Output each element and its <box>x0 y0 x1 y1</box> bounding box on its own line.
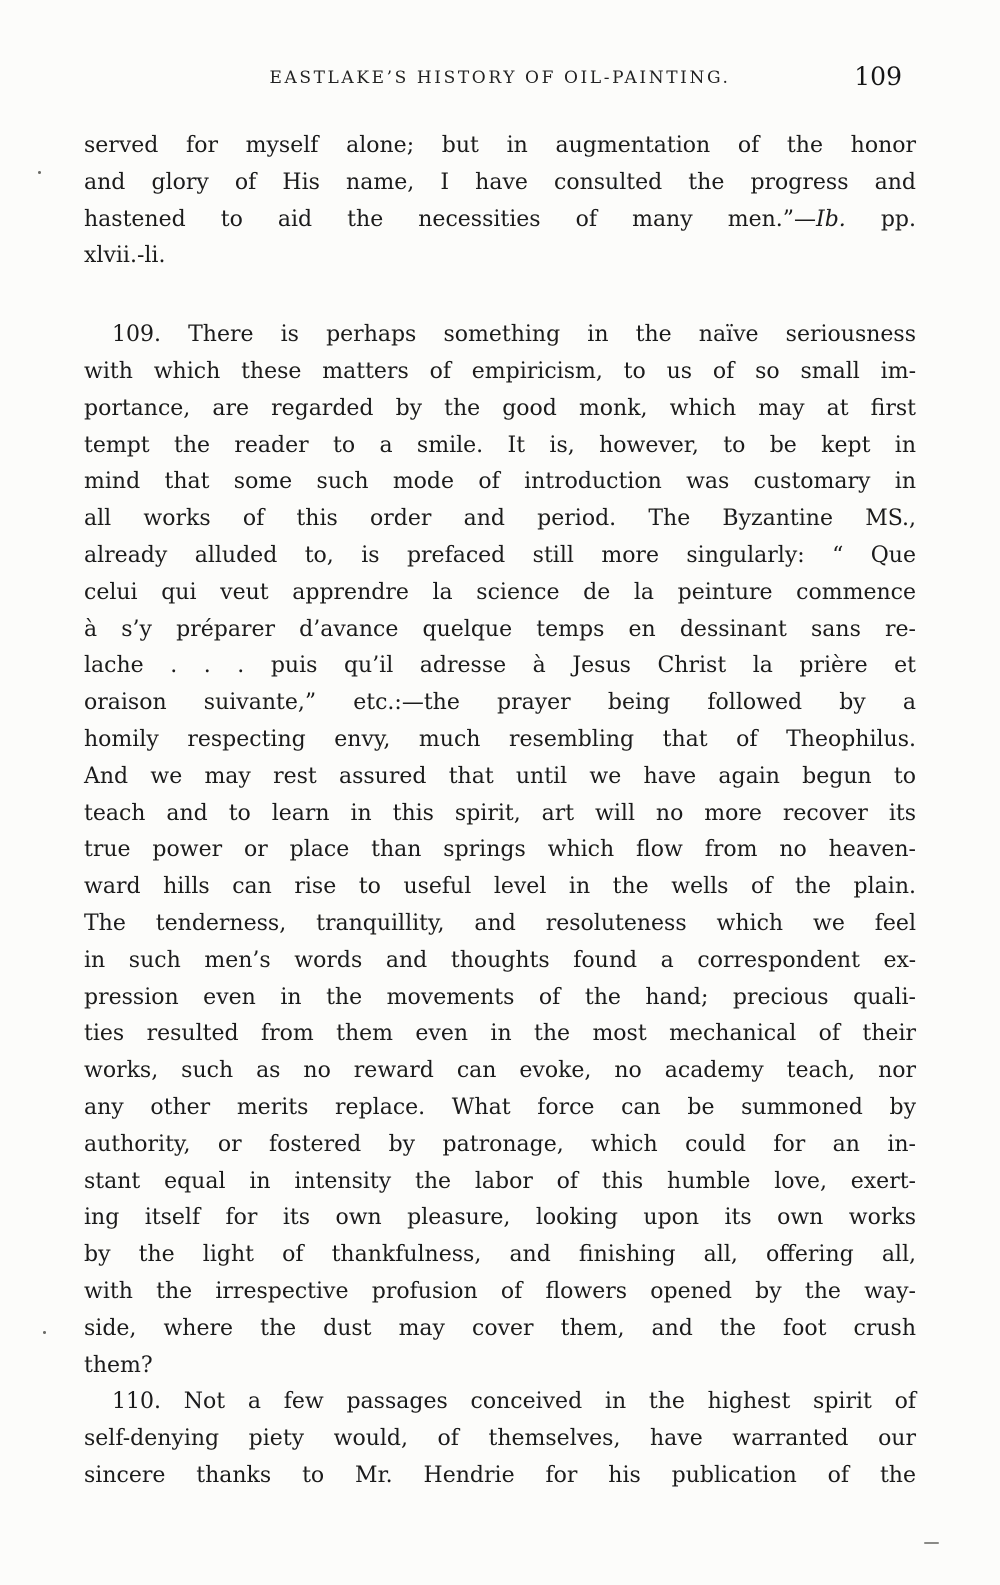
text-line: 109. There is perhaps something in the naïve seriousness <box>112 322 916 348</box>
text-line: tempt the reader to a smile. It is, however, to be kept in <box>84 432 916 458</box>
text-line: homily respecting envy, much resembling that of Theophilus. <box>84 726 916 752</box>
running-header <box>84 62 916 94</box>
text-line: celui qui veut apprendre la science de la peinture commence <box>84 579 916 605</box>
text-line: ing itself for its own pleasure, looking upon its own works <box>84 1205 916 1231</box>
scan-speck <box>38 171 41 174</box>
text-line: mind that some such mode of introduction was customary in <box>84 469 916 495</box>
text-line: xlvii.-li. <box>84 243 166 269</box>
text-line: all works of this order and period. The Byzantine MS., <box>84 506 916 532</box>
paragraph-continuation <box>84 128 916 275</box>
text-line: by the light of thankfulness, and finishing all, offering all, <box>84 1242 916 1268</box>
text-segment: pp. <box>845 206 916 232</box>
text-line: works, such as no reward can evoke, no academy teach, nor <box>84 1058 916 1084</box>
text-line: them? <box>84 1352 153 1378</box>
text-line: served for myself alone; but in augmentation of the honor <box>84 133 916 158</box>
text-line: true power or place than springs which flow from no heaven- <box>84 837 916 863</box>
text-line: teach and to learn in this spirit, art will no more recover its <box>84 800 916 826</box>
text-line: and glory of His name, I have consulted the progress and <box>84 169 916 195</box>
text-line: in such men’s words and thoughts found a correspondent ex- <box>84 947 916 973</box>
text-line: And we may rest assured that until we have again begun to <box>84 763 916 789</box>
text-line: already alluded to, is prefaced still more singularly: “ Que <box>84 542 916 568</box>
text-line: sincere thanks to Mr. Hendrie for his publication of the <box>84 1462 916 1488</box>
paragraph-110 <box>84 1384 916 1494</box>
text-line: authority, or fostered by patronage, which could for an in- <box>84 1131 916 1157</box>
text-line: The tenderness, tranquillity, and resoluteness which we feel <box>84 910 916 936</box>
text-line: with which these matters of empiricism, to us of so small im- <box>84 358 916 384</box>
text-line: oraison suivante,” etc.:—the prayer being followed by a <box>84 690 916 716</box>
text-line: self-denying piety would, of themselves, have warranted our <box>84 1426 916 1452</box>
text-line: any other merits replace. What force can be summoned by <box>84 1094 916 1120</box>
italic-citation: Ib. <box>816 206 846 232</box>
text-line: à s’y préparer d’avance quelque temps en dessinant sans re- <box>84 616 916 642</box>
text-segment: hastened to aid the necessities of many men.”— <box>84 206 816 232</box>
text-line: ward hills can rise to useful level in the wells of the plain. <box>84 874 916 900</box>
page-number: 109 <box>854 62 902 91</box>
text-line: pression even in the movements of the hand; precious quali- <box>84 984 916 1010</box>
text-line: stant equal in intensity the labor of this humble love, exert- <box>84 1168 916 1194</box>
text-line: ties resulted from them even in the most mechanical of their <box>84 1021 916 1047</box>
text-body <box>84 128 916 1495</box>
text-line: with the irrespective profusion of flowers opened by the way- <box>84 1278 916 1304</box>
text-line: lache . . . puis qu’il adresse à Jesus Christ la prière et <box>84 653 916 679</box>
text-line: 110. Not a few passages conceived in the highest spirit of <box>112 1389 916 1415</box>
scan-speck <box>924 1542 939 1544</box>
text-line <box>84 202 916 239</box>
text-line: side, where the dust may cover them, and the foot crush <box>84 1315 916 1341</box>
running-header-title: EASTLAKE’S HISTORY OF OIL-PAINTING. <box>269 68 731 88</box>
scan-speck <box>43 1331 46 1334</box>
paragraph-109 <box>84 317 916 1384</box>
text-line: portance, are regarded by the good monk, which may at first <box>84 395 916 421</box>
